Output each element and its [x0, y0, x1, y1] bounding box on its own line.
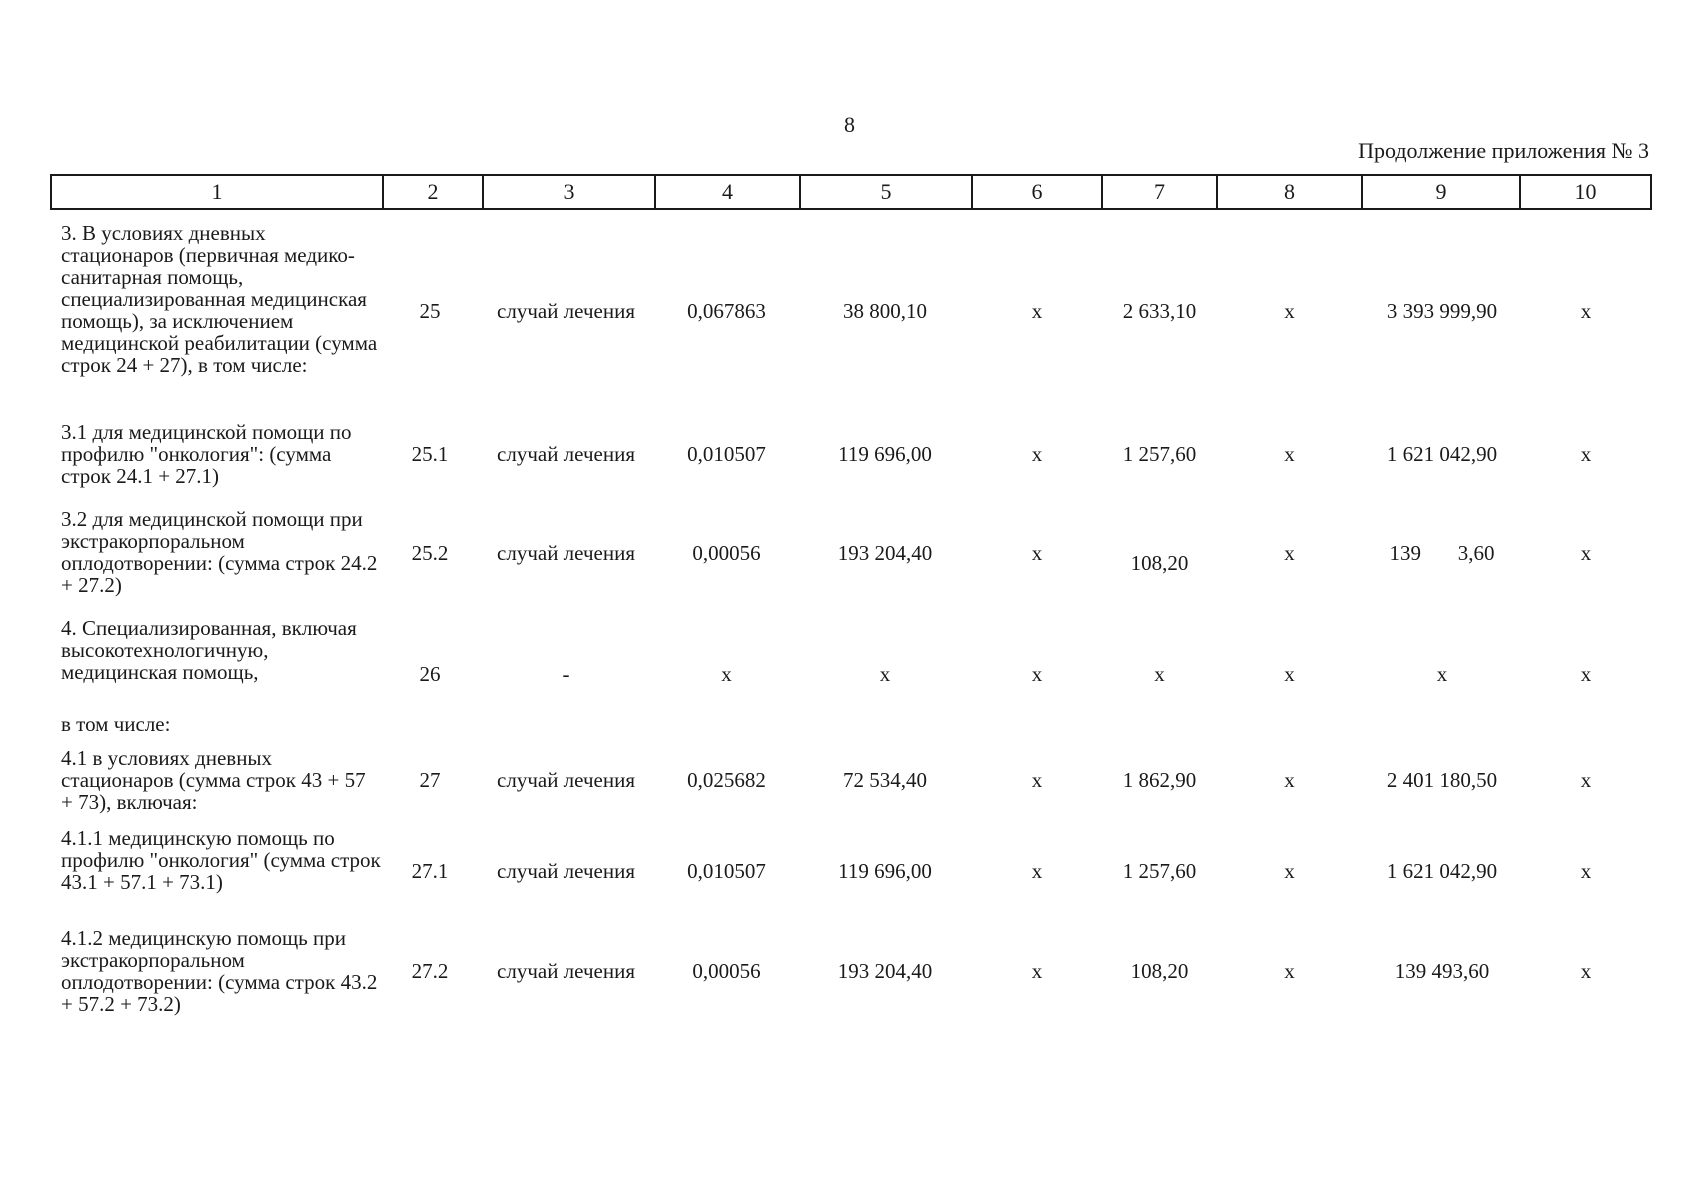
column-header: 6 — [972, 175, 1102, 209]
row-col5: 193 204,40 — [837, 959, 933, 983]
row-col9: 2 401 180,50 — [1386, 768, 1498, 792]
row-col6: x — [1031, 541, 1043, 565]
row-description: 4.1.1 медицинскую помощь по профилю "онкология" (сумма строк 43.1 + 57.1 + 73.1) — [61, 826, 381, 894]
row-unit: случай лечения — [497, 299, 635, 323]
column-header: 4 — [655, 175, 800, 209]
row-col9: 1 621 042,90 — [1386, 442, 1498, 466]
row-col9: 139 3,60 — [1389, 541, 1495, 565]
row-col5: 38 800,10 — [843, 299, 927, 323]
row-col6: x — [1031, 662, 1043, 686]
row-col7: 1 257,60 — [1122, 442, 1197, 466]
row-code: 27.2 — [411, 959, 449, 983]
row-col10: x — [1580, 541, 1592, 565]
row-col4: 0,010507 — [687, 442, 766, 466]
row-unit: - — [562, 662, 570, 686]
row-col8: x — [1284, 662, 1295, 686]
row-unit: случай лечения — [497, 541, 635, 565]
row-unit: случай лечения — [497, 859, 635, 883]
row-col4: 0,010507 — [687, 859, 766, 883]
row-code: 25 — [419, 299, 441, 323]
page-number: 8 — [844, 112, 855, 137]
row-col5: x — [879, 662, 891, 686]
row-col6: x — [1031, 442, 1043, 466]
row-col7: 2 633,10 — [1122, 299, 1197, 323]
row-description: 3.1 для медицинской помощи по профилю "онкология": (сумма строк 24.1 + 27.1) — [61, 420, 352, 488]
row-col7: 1 257,60 — [1122, 859, 1197, 883]
row-col9: 139 493,60 — [1394, 959, 1490, 983]
row-code: 26 — [419, 662, 441, 686]
column-header: 9 — [1362, 175, 1520, 209]
row-description-extra: в том числе: — [61, 712, 171, 736]
column-header: 3 — [483, 175, 655, 209]
row-code: 27.1 — [411, 859, 449, 883]
row-col6: x — [1031, 768, 1043, 792]
row-description: 4.1.2 медицинскую помощь при экстракорпоральном оплодотворении: (сумма строк 43.2 + 57.2 + 73.2) — [61, 926, 378, 1016]
row-code: 25.1 — [411, 442, 449, 466]
row-description: 4. Специализированная, включая высокотехнологичную, медицинская помощь, — [61, 616, 357, 684]
row-col9: 1 621 042,90 — [1386, 859, 1498, 883]
column-header: 5 — [800, 175, 972, 209]
row-col8: x — [1284, 442, 1295, 466]
row-col5: 119 696,00 — [838, 859, 932, 883]
row-col9: x — [1436, 662, 1448, 686]
row-col10: x — [1580, 859, 1592, 883]
row-col10: x — [1580, 768, 1592, 792]
row-code: 27 — [419, 768, 441, 792]
column-header: 1 — [51, 175, 383, 209]
row-unit: случай лечения — [497, 442, 635, 466]
row-col10: x — [1580, 299, 1592, 323]
row-unit: случай лечения — [497, 959, 635, 983]
row-col4: 0,00056 — [692, 959, 761, 983]
row-col7: 1 862,90 — [1122, 768, 1197, 792]
row-col6: x — [1031, 859, 1043, 883]
row-col6: x — [1031, 959, 1043, 983]
row-description: 3. В условиях дневных стационаров (первичная медико-санитарная помощь, специализированная медицинская помощь), за исключением медицинской реабилитации (сумма строк 24 + 27), в том числе: — [61, 221, 378, 377]
row-col10: x — [1580, 442, 1592, 466]
row-col5: 193 204,40 — [837, 541, 933, 565]
row-col8: x — [1284, 541, 1295, 565]
column-header: 8 — [1217, 175, 1362, 209]
row-description: 3.2 для медицинской помощи при экстракорпоральном оплодотворении: (сумма строк 24.2 + 27.2) — [61, 507, 378, 597]
row-col8: x — [1284, 959, 1295, 983]
column-header: 7 — [1102, 175, 1217, 209]
row-col4: 0,00056 — [692, 541, 761, 565]
row-col7: x — [1154, 662, 1165, 686]
column-header: 10 — [1520, 175, 1651, 209]
row-col4: 0,025682 — [687, 768, 766, 792]
row-col9: 3 393 999,90 — [1386, 299, 1498, 323]
row-description: 4.1 в условиях дневных стационаров (сумма строк 43 + 57 + 73), включая: — [61, 746, 366, 814]
row-col4: 0,067863 — [687, 299, 766, 323]
row-col10: x — [1580, 959, 1592, 983]
column-header: 2 — [383, 175, 483, 209]
row-col10: x — [1580, 662, 1592, 686]
row-col6: x — [1031, 299, 1043, 323]
row-col8: x — [1284, 859, 1295, 883]
continuation-note: Продолжение приложения № 3 — [1358, 138, 1649, 163]
row-col8: x — [1284, 768, 1295, 792]
row-col7: 108,20 — [1130, 551, 1189, 575]
row-unit: случай лечения — [497, 768, 635, 792]
row-col5: 72 534,40 — [843, 768, 927, 792]
row-code: 25.2 — [411, 541, 449, 565]
row-col8: x — [1284, 299, 1295, 323]
row-col7: 108,20 — [1130, 959, 1189, 983]
row-col4: x — [721, 662, 732, 686]
row-col5: 119 696,00 — [838, 442, 932, 466]
